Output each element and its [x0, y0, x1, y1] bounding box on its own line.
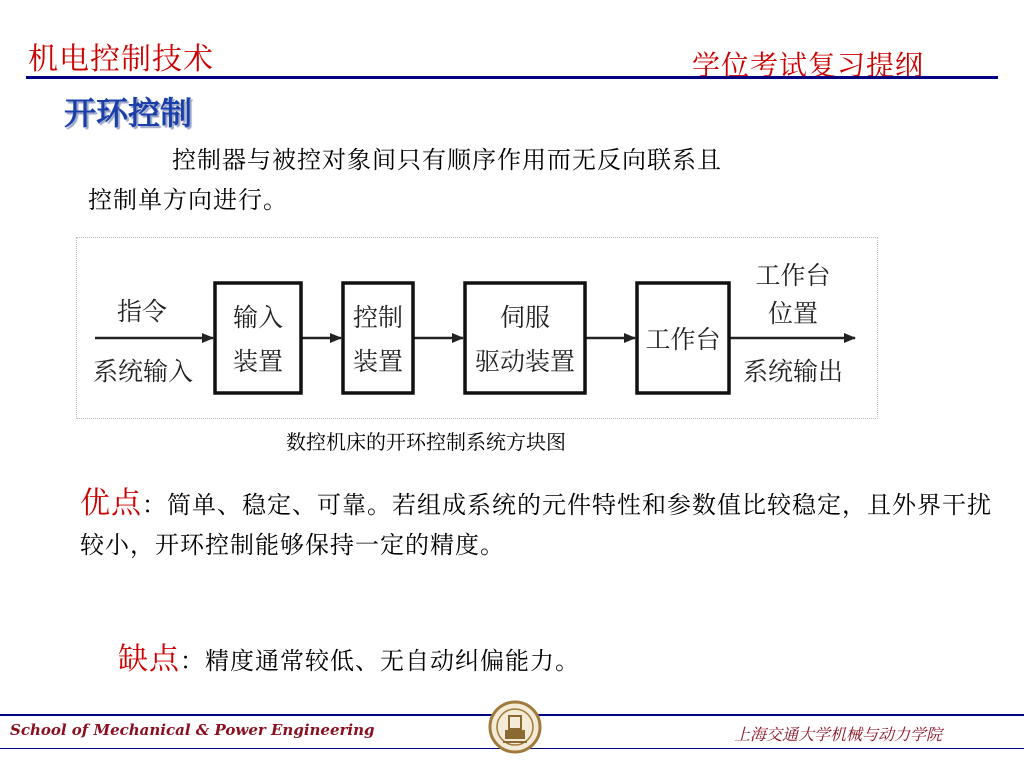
- block-diagram-svg: [77, 238, 877, 418]
- block-worktable-label: 工作台: [645, 325, 721, 354]
- block-control-device: [343, 283, 413, 393]
- cons-text: 精度通常较低、无自动纠偏能力。: [205, 647, 580, 675]
- block-servo-drive-line2: 驱动装置: [474, 347, 576, 376]
- output-label-system-output: 系统输出: [742, 357, 844, 386]
- output-label-worktable: 工作台: [755, 261, 831, 290]
- input-label-command: 指令: [117, 297, 168, 326]
- block-control-device-line1: 控制: [352, 303, 404, 332]
- school-name: School of Mechanical & Power Engineering: [10, 721, 375, 739]
- block-input-device-line2: 装置: [232, 347, 284, 376]
- diagram-caption: 数控机床的开环控制系统方块图: [286, 430, 566, 454]
- pros-text: 简单、稳定、可靠。若组成系统的元件特性和参数值比较稳定，且外界干扰较小，开环控制能够保持一定的精度。: [80, 491, 992, 559]
- university-name: 上海交通大学机械与动力学院: [734, 725, 943, 744]
- pros-paragraph: [80, 484, 1000, 565]
- university-emblem-icon: [488, 700, 542, 754]
- pros-colon: ：: [142, 491, 167, 519]
- course-title: 机电控制技术: [28, 42, 214, 77]
- cons-label: 缺点: [118, 642, 180, 677]
- pros-label: 优点: [80, 486, 142, 521]
- header-divider: [26, 76, 998, 79]
- block-servo-drive-line1: 伺服: [499, 303, 551, 332]
- output-label-position: 位置: [767, 299, 819, 328]
- definition-paragraph: [88, 140, 948, 220]
- input-label-system-input: 系统输入: [93, 357, 194, 386]
- block-input-device: [215, 283, 301, 393]
- cons-paragraph: [118, 640, 580, 681]
- block-control-device-line2: 装置: [352, 347, 404, 376]
- block-input-device-line1: 输入: [232, 303, 284, 332]
- block-servo-drive: [465, 283, 585, 393]
- slide-topic: 学位考试复习提纲: [692, 49, 925, 82]
- definition-line-1: 控制器与被控对象间只有顺序作用而无反向联系且: [172, 146, 722, 174]
- definition-line-2: 控制单方向进行。: [88, 186, 288, 214]
- section-title: 开环控制: [64, 94, 193, 132]
- block-diagram: [76, 237, 878, 419]
- cons-colon: ：: [180, 647, 205, 675]
